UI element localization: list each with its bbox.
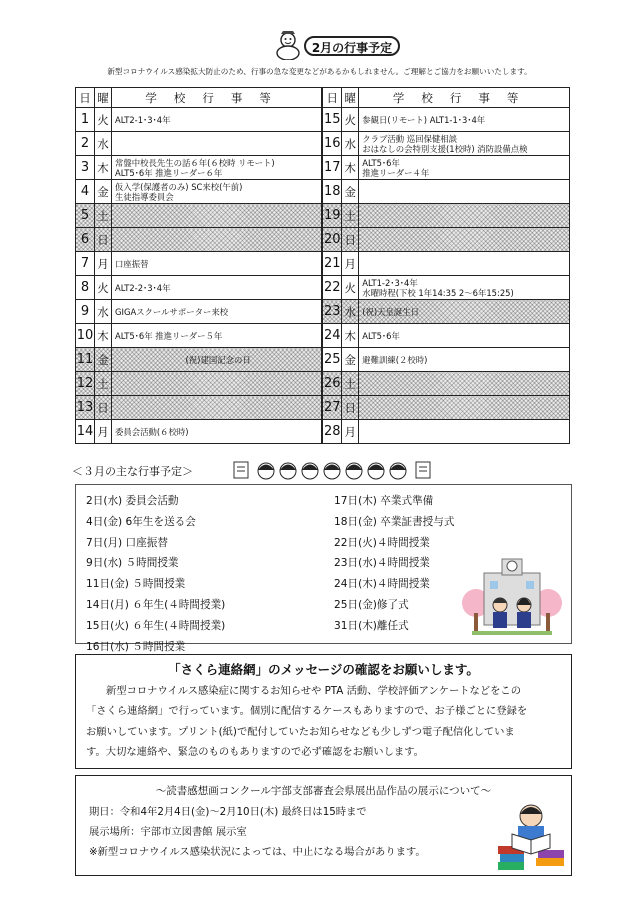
calendar-row (76, 180, 570, 204)
calendar-row (76, 108, 570, 132)
event-cell (112, 156, 323, 180)
event-cell (359, 180, 570, 204)
weekday: 水 (95, 132, 112, 156)
event-text: 委員会活動(６校時) (115, 426, 189, 437)
day-number: 2 (76, 132, 95, 156)
day-number: 16 (322, 132, 342, 156)
day-number: 20 (322, 228, 342, 252)
weekday: 日 (95, 228, 112, 252)
day-number: 17 (322, 156, 342, 180)
event-cell (359, 348, 570, 372)
day-number: 21 (322, 252, 342, 276)
weekday: 月 (342, 252, 359, 276)
weekday: 土 (95, 372, 112, 396)
weekday: 木 (95, 324, 112, 348)
event-cell (112, 300, 323, 324)
day-number: 13 (76, 396, 95, 420)
sakura-line: す。大切な連絡や、緊急のものもありますので必ず確認をお願いします。 (86, 746, 424, 759)
event-text: ALT5･6年 (362, 330, 400, 341)
event-cell (112, 372, 323, 396)
weekday: 金 (95, 348, 112, 372)
weekday: 日 (342, 228, 359, 252)
event-text: (祝)天皇誕生日 (362, 306, 420, 317)
event-cell (112, 396, 323, 420)
header-weekday: 曜 (342, 88, 359, 108)
event-text: クラブ活動 巡回保健相談 (362, 133, 458, 144)
snowman-mascot-icon (272, 30, 308, 60)
page-title-banner (268, 30, 408, 60)
event-cell (359, 132, 570, 156)
event-cell (112, 228, 323, 252)
event-cell (112, 324, 323, 348)
weekday: 日 (95, 396, 112, 420)
event-text: ALT2-1･3･4年 (115, 114, 171, 125)
day-number: 23 (322, 300, 342, 324)
day-number: 5 (76, 204, 95, 228)
book-note: ※新型コロナウイルス感染状況によっては、中止になる場合があります。 (89, 846, 426, 858)
event-text: 生徒指導委員会 (115, 191, 174, 202)
day-number: 25 (322, 348, 342, 372)
event-text: ALT1-2･3･4年 (362, 277, 418, 288)
event-cell (112, 132, 323, 156)
sakura-body (86, 681, 568, 763)
day-number: 27 (322, 396, 342, 420)
day-number: 26 (322, 372, 342, 396)
event-cell (359, 108, 570, 132)
weekday: 月 (95, 252, 112, 276)
march-event-item: 9日(水) ５時間授業 (86, 557, 179, 570)
event-cell (359, 204, 570, 228)
day-number: 18 (322, 180, 342, 204)
calendar-row (76, 372, 570, 396)
march-event-item: 4日(金) 6年生を送る会 (86, 515, 196, 528)
weekday: 火 (95, 108, 112, 132)
march-events-right (334, 491, 454, 637)
sakura-line: 新型コロナウイルス感染症に関するお知らせや PTA 活動、学校評価アンケートなどをこの (106, 685, 522, 697)
event-text: 参観日(リモート) ALT1-1･3･4年 (362, 114, 486, 125)
event-text: GIGAスクールサポーター来校 (115, 306, 229, 317)
march-event-item: 7日(月) 口座振替 (86, 536, 168, 549)
children-faces-icon (232, 459, 432, 481)
event-cell (112, 420, 323, 444)
header-events: 学校行事等 (359, 88, 570, 108)
weekday: 火 (95, 276, 112, 300)
march-event-item: 11日(金) ５時間授業 (86, 578, 186, 591)
event-cell (359, 372, 570, 396)
event-cell (112, 348, 323, 372)
march-events-title: ＜３月の主な行事予定＞ (72, 465, 193, 478)
march-event-item: 14日(月) ６年生(４時間授業) (86, 598, 226, 611)
event-cell (359, 228, 570, 252)
event-text: 推進リーダー４年 (362, 167, 430, 178)
event-cell (112, 204, 323, 228)
calendar-row (76, 204, 570, 228)
march-event-item: 31日(木)離任式 (334, 619, 409, 632)
event-text: 水曜時程(下校 1年14:35 2～6年15:25) (362, 287, 514, 298)
page-title: 2月の行事予定 (304, 36, 400, 56)
header-day: 日 (322, 88, 342, 108)
event-text: 口座振替 (115, 258, 149, 269)
calendar-header-row (76, 88, 570, 108)
march-event-item: 15日(火) ６年生(４時間授業) (86, 619, 226, 632)
weekday: 土 (342, 204, 359, 228)
event-cell (359, 252, 570, 276)
calendar-row (76, 348, 570, 372)
weekday: 金 (342, 348, 359, 372)
event-cell (359, 300, 570, 324)
calendar-row (76, 228, 570, 252)
sakura-line: お願いしています。プリント(紙)で配付していたお知らせなども少しずつ電子配信化していま (86, 725, 515, 738)
weekday: 金 (95, 180, 112, 204)
event-text: おはなしの会特別支援(1校時) 消防設備点検 (362, 143, 528, 154)
calendar-row (76, 156, 570, 180)
calendar-row (76, 252, 570, 276)
march-events-left (86, 491, 225, 657)
day-number: 7 (76, 252, 95, 276)
weekday: 日 (342, 396, 359, 420)
event-cell (112, 252, 323, 276)
event-cell (112, 108, 323, 132)
reading-child-illustration (496, 800, 566, 872)
event-text: ALT5･6年 推進リーダー５年 (115, 330, 223, 341)
sakura-line: 「さくら連絡網」で行っています。個別に配信するケースもありますので、お子様ごとに登録を (86, 705, 528, 718)
day-number: 4 (76, 180, 95, 204)
weekday: 火 (342, 108, 359, 132)
event-text: ALT2-2･3･4年 (115, 282, 171, 293)
day-number: 6 (76, 228, 95, 252)
header-weekday: 曜 (95, 88, 112, 108)
weekday: 木 (95, 156, 112, 180)
school-children-illustration (462, 555, 562, 639)
day-number: 12 (76, 372, 95, 396)
weekday: 水 (95, 300, 112, 324)
header-day: 日 (76, 88, 95, 108)
day-number: 28 (322, 420, 342, 444)
weekday: 月 (342, 420, 359, 444)
notice-text: 新型コロナウイルス感染拡大防止のため、行事の急な変更などがあるかもしれません。ご理解とご協力をお願いいたします。 (107, 67, 532, 76)
event-text: 避難訓練(２校時) (362, 354, 428, 365)
calendar-row (76, 324, 570, 348)
event-cell (112, 180, 323, 204)
day-number: 10 (76, 324, 95, 348)
weekday: 水 (342, 300, 359, 324)
day-number: 24 (322, 324, 342, 348)
sakura-network-box (75, 654, 572, 769)
march-event-item: 24日(木)４時間授業 (334, 578, 430, 591)
day-number: 9 (76, 300, 95, 324)
march-event-item: 23日(水)４時間授業 (334, 557, 430, 570)
day-number: 8 (76, 276, 95, 300)
march-event-item: 25日(金)修了式 (334, 598, 409, 611)
calendar-row (76, 276, 570, 300)
event-cell (359, 276, 570, 300)
weekday: 土 (342, 372, 359, 396)
calendar-row (76, 300, 570, 324)
day-number: 3 (76, 156, 95, 180)
calendar-row (76, 420, 570, 444)
day-number: 14 (76, 420, 95, 444)
event-text: 仮入学(保護者のみ) SC来校(午前) (115, 181, 243, 192)
day-number: 1 (76, 108, 95, 132)
event-text: (祝)建国記念の日 (185, 354, 251, 365)
weekday: 月 (95, 420, 112, 444)
event-cell (359, 420, 570, 444)
march-events-box (75, 484, 572, 653)
weekday: 火 (342, 276, 359, 300)
weekday: 水 (342, 132, 359, 156)
weekday: 木 (342, 156, 359, 180)
event-cell (359, 324, 570, 348)
sakura-title: 「さくら連絡網」のメッセージの確認をお願いします。 (168, 662, 479, 677)
february-calendar (75, 87, 570, 444)
march-event-item: 16日(水) ５時間授業 (86, 640, 186, 653)
event-text: ALT5･6年 (362, 157, 400, 168)
book-place: 展示場所：宇部市立図書館 展示室 (89, 826, 247, 838)
march-event-item: 17日(木) 卒業式準備 (334, 495, 434, 507)
event-text: 常盤中校長先生の話６年(６校時 リモート) (115, 157, 275, 168)
event-cell (359, 156, 570, 180)
book-period: 期日：令和4年2月4日(金)～2月10日(木) 最終日は15時まで (89, 806, 367, 818)
march-event-item: 22日(火)４時間授業 (334, 536, 430, 549)
book-exhibition-box (75, 775, 572, 876)
event-text: ALT5･6年 推進リーダー６年 (115, 167, 223, 178)
calendar-row (76, 132, 570, 156)
event-cell (112, 276, 323, 300)
weekday: 金 (342, 180, 359, 204)
calendar-row (76, 396, 570, 420)
event-cell (359, 396, 570, 420)
header-events: 学校行事等 (112, 88, 323, 108)
weekday: 木 (342, 324, 359, 348)
day-number: 11 (76, 348, 95, 372)
day-number: 15 (322, 108, 342, 132)
weekday: 土 (95, 204, 112, 228)
march-event-item: 18日(金) 卒業証書授与式 (334, 515, 455, 528)
day-number: 19 (322, 204, 342, 228)
day-number: 22 (322, 276, 342, 300)
book-title: ～読書感想画コンクール宇部支部審査会県展出品作品の展示について～ (155, 785, 492, 797)
march-event-item: 2日(水) 委員会活動 (86, 495, 179, 507)
